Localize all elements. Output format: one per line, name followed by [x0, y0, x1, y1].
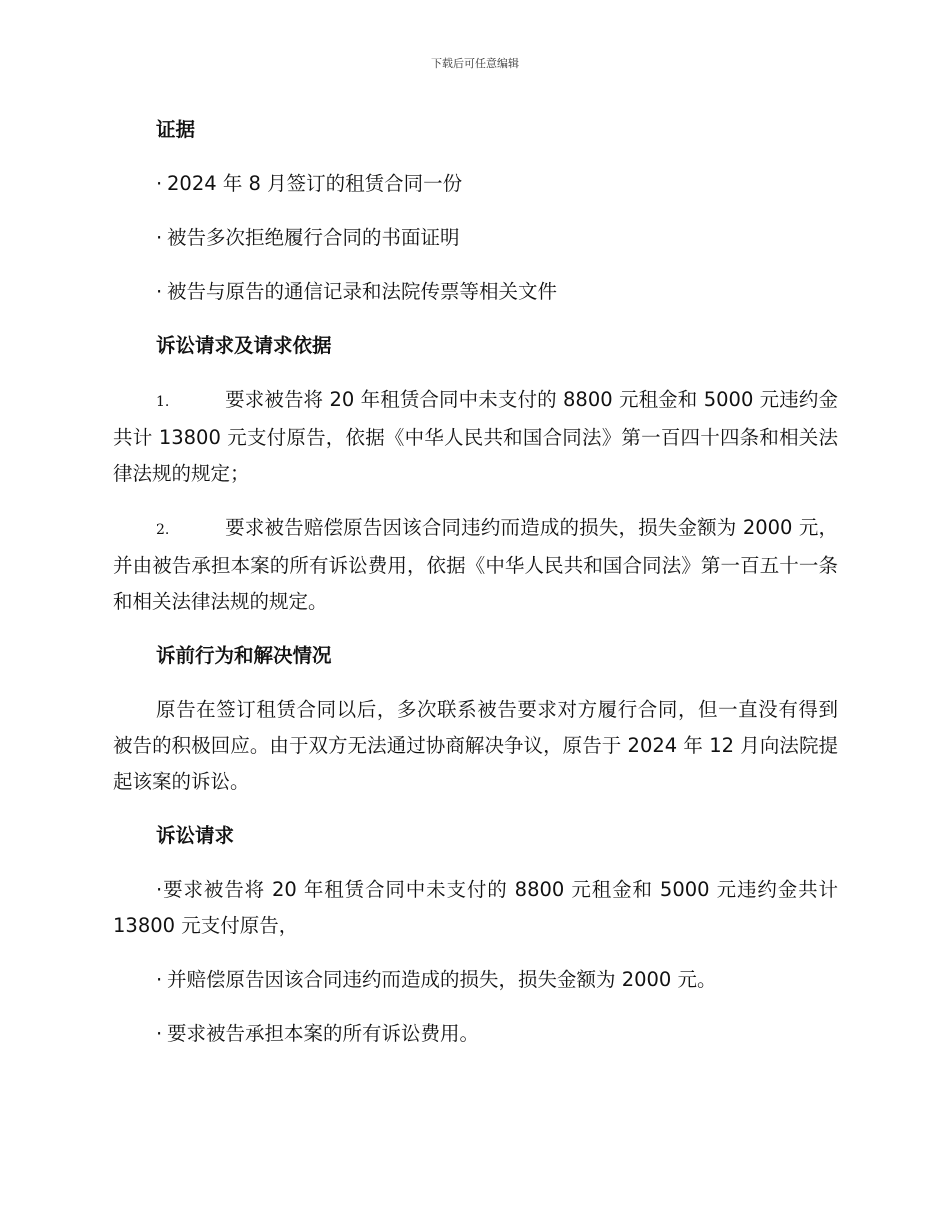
claims-basis-item: [113, 382, 838, 492]
claims-basis-heading: 诉讼请求及请求依据: [156, 334, 332, 357]
claims-basis-item-text: 要求被告赔偿原告因该合同违约而造成的损失，损失金额为 2000 元，并由被告承担本案的所有诉讼费用，依据《中华人民共和国合同法》第一百五十一条和相关法律法规的规定。: [113, 516, 838, 613]
claims-heading: 诉讼请求: [156, 824, 235, 847]
evidence-item: [113, 274, 838, 310]
item-number: 2.: [156, 522, 170, 538]
claims-item: [113, 1016, 838, 1052]
pre-litigation-paragraph: 原告在签订租赁合同以后，多次联系被告要求对方履行合同，但一直没有得到被告的积极回应。由于双方无法通过协商解决争议，原告于 2024 年 12 月向法院提起该案的诉讼。: [113, 698, 838, 793]
evidence-heading: 证据: [156, 118, 196, 141]
claims-item: [113, 872, 838, 944]
bullet-dot: ·: [156, 1022, 163, 1045]
header-note: 下载后可任意编辑: [431, 57, 519, 70]
evidence-item-text: 2024 年 8 月签订的租赁合同一份: [167, 172, 463, 195]
pre-litigation-heading: 诉前行为和解决情况: [156, 644, 332, 667]
evidence-item: [113, 220, 838, 256]
evidence-item-text: 被告多次拒绝履行合同的书面证明: [167, 226, 460, 249]
bullet-dot: ·: [156, 172, 163, 195]
evidence-item-text: 被告与原告的通信记录和法院传票等相关文件: [167, 280, 558, 303]
item-number: 1.: [156, 394, 170, 410]
document-body: [113, 112, 838, 1070]
bullet-dot: ·: [156, 878, 163, 901]
claims-item-text: 并赔偿原告因该合同违约而造成的损失，损失金额为 2000 元。: [167, 968, 717, 991]
claims-item-text: 要求被告承担本案的所有诉讼费用。: [167, 1022, 480, 1045]
claims-basis-item: [113, 510, 838, 620]
bullet-dot: ·: [156, 968, 163, 991]
claims-basis-item-text: 要求被告将 20 年租赁合同中未支付的 8800 元租金和 5000 元违约金共计 13800 元支付原告，依据《中华人民共和国合同法》第一百四十四条和相关法律法规的规定；: [113, 388, 838, 485]
claims-item: [113, 962, 838, 998]
claims-item-text: 要求被告将 20 年租赁合同中未支付的 8800 元租金和 5000 元违约金共计 13800 元支付原告，: [113, 878, 838, 937]
evidence-item: [113, 166, 838, 202]
bullet-dot: ·: [156, 226, 163, 249]
bullet-dot: ·: [156, 280, 163, 303]
